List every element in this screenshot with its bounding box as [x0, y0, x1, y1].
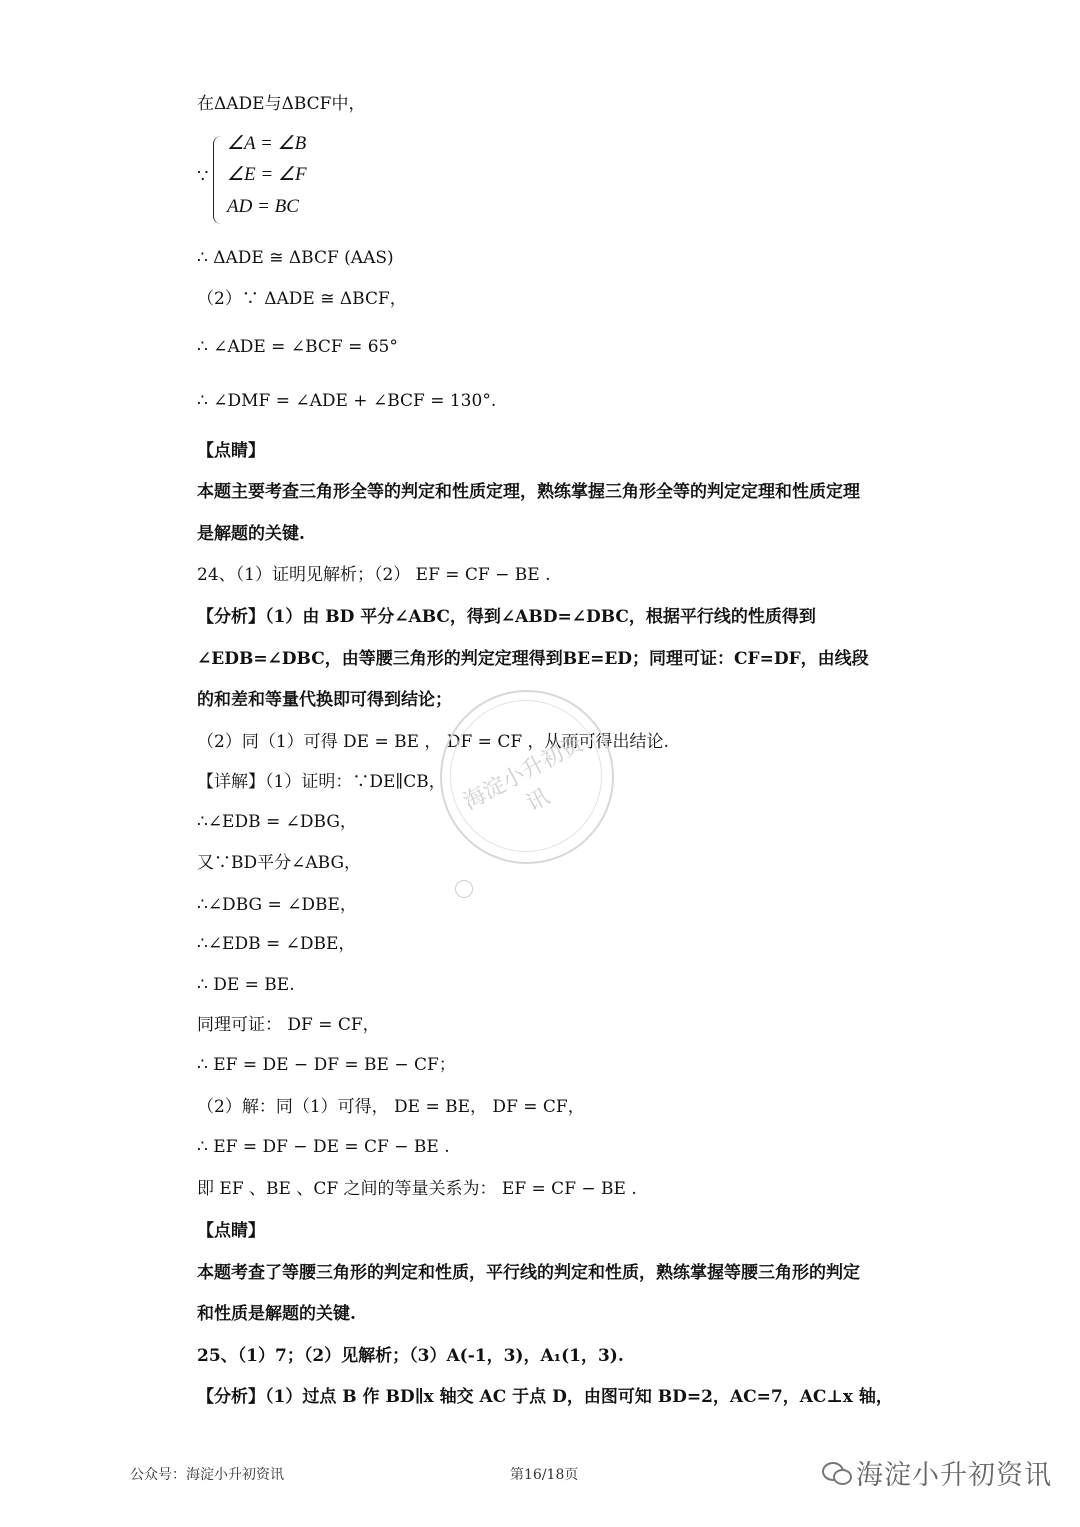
- wechat-icon: [822, 1460, 850, 1484]
- footer-account: 公众号：海淀小升初资讯: [130, 1467, 284, 1483]
- text-line: 本题考查了等腰三角形的判定和性质，平行线的判定和性质，熟练掌握等腰三角形的判定: [197, 1263, 860, 1283]
- question-answer-line: 24、（1）证明见解析；（2） EF = CF − BE .: [197, 565, 551, 585]
- text-line: ∴ ΔADE ≅ ΔBCF (AAS): [197, 248, 394, 268]
- text-line: ∴∠EDB = ∠DBG，: [197, 812, 357, 832]
- text-line: 和性质是解题的关键.: [197, 1304, 356, 1324]
- text-line: （2）解：同（1）可得， DE = BE， DF = CF，: [197, 1097, 585, 1117]
- text-line: ∴ EF = DF − DE = CF − BE .: [197, 1137, 450, 1157]
- text-line: 【详解】（1）证明：∵DE∥CB，: [197, 772, 446, 792]
- text-line: 同理可证： DF = CF，: [197, 1015, 380, 1035]
- small-circle-mark: [455, 880, 473, 898]
- text-line: 本题主要考查三角形全等的判定和性质定理，熟练掌握三角形全等的判定定理和性质定理: [197, 482, 860, 502]
- analysis-line: 【分析】（1）由 BD 平分∠ABC，得到∠ABD=∠DBC，根据平行线的性质得到: [197, 607, 816, 627]
- watermark-text: 海淀小升初资讯: [459, 731, 588, 817]
- text-line: ∴ EF = DE − DF = BE − CF；: [197, 1055, 456, 1075]
- text-line: ∴ DE = BE.: [197, 975, 295, 995]
- text-line: （2）∵ ΔADE ≅ ΔBCF，: [197, 289, 407, 309]
- brand-name: 海淀小升初资讯: [856, 1459, 1052, 1491]
- text-line: ∴∠EDB = ∠DBE，: [197, 934, 356, 954]
- because-symbol: ∵: [197, 166, 209, 187]
- text-line: 又∵BD平分∠ABG，: [197, 853, 362, 873]
- condition-brace-block: [197, 128, 397, 228]
- text-line: ∴ ∠ADE = ∠BCF = 65°: [197, 337, 398, 357]
- text-line: 是解题的关键.: [197, 524, 305, 544]
- brand-logo: [822, 1452, 1052, 1492]
- watermark-seal: [440, 690, 614, 864]
- section-heading: 【点睛】: [197, 1221, 265, 1241]
- text-line: ∴ ∠DMF = ∠ADE + ∠BCF = 130°.: [197, 391, 497, 411]
- analysis-line: 【分析】（1）过点 B 作 BD∥x 轴交 AC 于点 D，由图可知 BD=2，AC=7，AC⊥x 轴，: [197, 1387, 893, 1407]
- section-heading: 【点睛】: [197, 441, 265, 461]
- analysis-line: ∠EDB=∠DBC，由等腰三角形的判定定理得到BE=ED；同理可证：CF=DF，由线段: [197, 649, 869, 669]
- text-line: 在ΔADE与ΔBCF中，: [197, 94, 366, 114]
- text-line: 即 EF 、BE 、CF 之间的等量关系为： EF = CF − BE .: [197, 1179, 637, 1199]
- condition-line: ∠A = ∠B: [227, 133, 307, 154]
- condition-line: ∠E = ∠F: [227, 164, 307, 185]
- text-line: ∴∠DBG = ∠DBE，: [197, 895, 357, 915]
- footer-page-number: 第16/18页: [510, 1467, 579, 1483]
- analysis-line: 的和差和等量代换即可得到结论；: [197, 690, 452, 710]
- brace-mark: [213, 136, 222, 224]
- question-answer-line: 25、（1）7；（2）见解析；（3）A(-1，3)，A₁(1，3).: [197, 1346, 624, 1366]
- condition-line: AD = BC: [227, 196, 299, 217]
- text-line: （2）同（1）可得 DE = BE ， DF = CF ，从而可得出结论.: [197, 732, 669, 752]
